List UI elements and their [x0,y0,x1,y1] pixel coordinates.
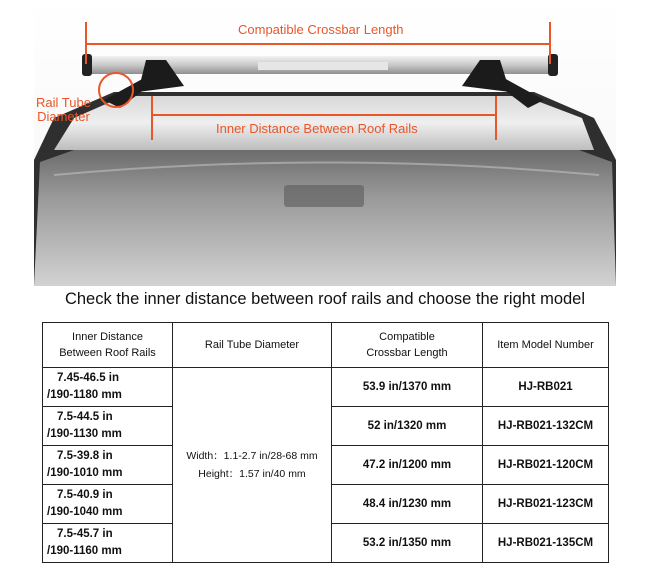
header-crossbar-length: Compatible Crossbar Length [332,323,483,368]
crossbar-length-cell: 53.9 in/1370 mm [332,368,483,407]
inner-distance-cell [43,446,173,485]
distance-mm: /190-1180 mm [47,389,122,401]
inner-distance-cell [43,407,173,446]
distance-mm: /190-1040 mm [47,506,123,518]
inner-distance-label: Inner Distance Between Roof Rails [216,121,418,136]
distance-in: 7.5-44.5 in [57,411,113,423]
distance-in: 7.5-39.8 in [57,450,113,462]
inner-distance-cell [43,485,173,524]
crossbar-length-cell: 53.2 in/1350 mm [332,524,483,563]
model-number-cell: HJ-RB021-123CM [483,485,609,524]
distance-in: 7.45-46.5 in [57,372,120,384]
table-header-row [43,323,609,368]
distance-in: 7.5-40.9 in [57,489,113,501]
rail-tube-diameter-label: Rail Tube Diameter [36,95,91,124]
car-roof-photo [34,0,616,286]
table-row [43,368,609,407]
rail-tube-width: Width：1.1-2.7 in/28-68 mm [186,450,318,462]
inner-distance-cell [43,368,173,407]
distance-mm: /190-1130 mm [47,428,122,440]
header-inner-distance: Inner Distance Between Roof Rails [43,323,173,368]
model-number-cell: HJ-RB021-120CM [483,446,609,485]
distance-mm: /190-1010 mm [47,467,123,479]
crossbar-length-cell: 47.2 in/1200 mm [332,446,483,485]
crossbar-length-cell: 48.4 in/1230 mm [332,485,483,524]
rail-tube-diameter-cell [173,368,332,563]
rail-tube-height: Height：1.57 in/40 mm [198,468,306,480]
page-heading: Check the inner distance between roof rails and choose the right model [64,290,586,308]
crossbar-length-label: Compatible Crossbar Length [238,22,404,37]
distance-in: 7.5-45.7 in [57,528,113,540]
header-model-number: Item Model Number [483,323,609,368]
model-number-cell: HJ-RB021-132CM [483,407,609,446]
inner-distance-cell [43,524,173,563]
model-number-cell: HJ-RB021-135CM [483,524,609,563]
model-number-cell: HJ-RB021 [483,368,609,407]
header-rail-tube-diameter: Rail Tube Diameter [173,323,332,368]
crossbar-length-cell: 52 in/1320 mm [332,407,483,446]
model-spec-table [42,322,609,563]
car-roof-illustration [34,0,616,286]
distance-mm: /190-1160 mm [47,545,122,557]
